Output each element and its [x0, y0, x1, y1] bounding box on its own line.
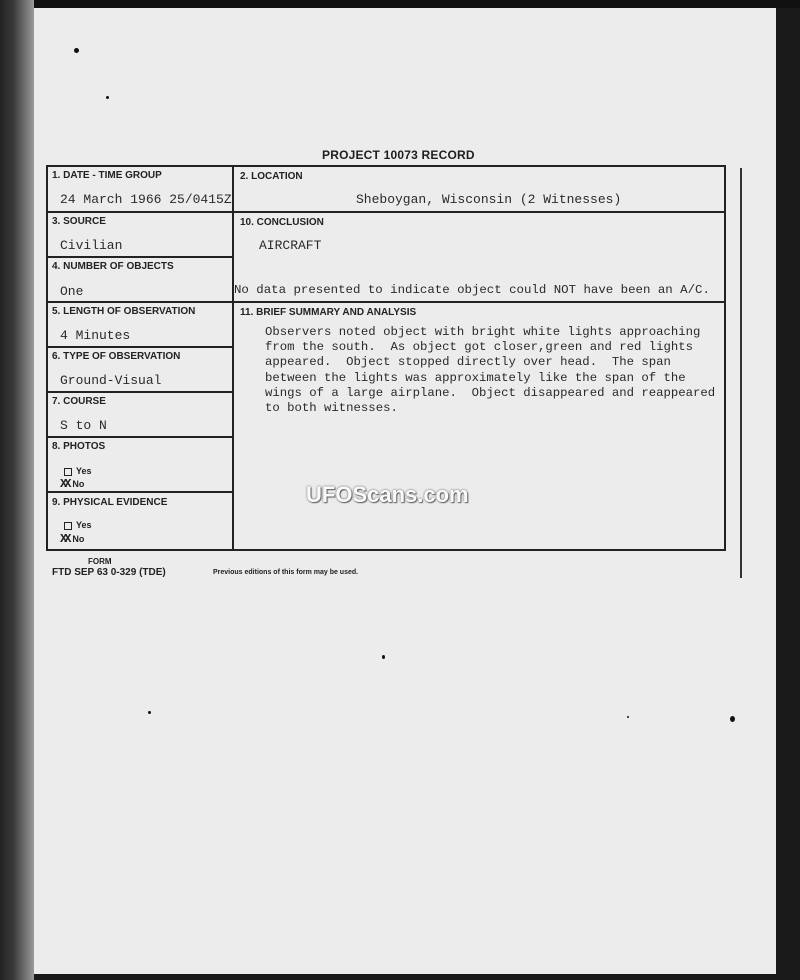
date-label: 1. DATE - TIME GROUP — [52, 170, 162, 181]
physical-no-label: No — [72, 534, 85, 544]
row-divider — [47, 256, 233, 258]
course-label: 7. COURSE — [52, 396, 106, 407]
length-value: 4 Minutes — [60, 328, 131, 343]
watermark: UFOScans.com — [306, 482, 469, 507]
source-label: 3. SOURCE — [52, 216, 106, 227]
objects-label: 4. NUMBER OF OBJECTS — [52, 261, 174, 272]
record-title: PROJECT 10073 RECORD — [322, 148, 475, 162]
conclusion-label: 10. CONCLUSION — [240, 217, 324, 228]
conclusion-value: AIRCRAFT — [259, 238, 322, 253]
photos-yes-option — [64, 466, 92, 476]
scan-speck — [106, 96, 109, 99]
checkbox-empty-icon — [64, 468, 72, 476]
summary-text: Observers noted object with bright white lights approaching from the south. As object got closer,green and red lights appeared. Object stopped directly over head. The span between the lights was approximately like the span of the wings of a large airplane. Object disappeared and reappeared to both witnesses. — [265, 325, 716, 416]
row-divider — [47, 301, 725, 303]
scan-speck — [627, 716, 629, 718]
photos-label: 8. PHOTOS — [52, 441, 106, 452]
row-divider — [47, 391, 233, 393]
summary-label: 11. BRIEF SUMMARY AND ANALYSIS — [240, 307, 417, 318]
row-divider — [47, 211, 725, 213]
conclusion-note: No data presented to indicate object could NOT have been an A/C. — [234, 283, 710, 297]
source-value: Civilian — [60, 238, 123, 253]
form-id: FTD SEP 63 0-329 (TDE) — [52, 567, 166, 578]
physical-no-option — [60, 532, 84, 546]
scan-speck — [148, 711, 151, 714]
photos-no-option — [60, 477, 84, 491]
physical-yes-option — [64, 520, 92, 530]
row-divider — [47, 346, 233, 348]
row-divider — [47, 491, 233, 493]
scan-left-edge — [0, 0, 34, 980]
scan-speck — [74, 48, 79, 53]
objects-value: One — [60, 284, 84, 299]
page-right-rule — [740, 168, 742, 578]
date-value: 24 March 1966 25/0415Z — [60, 192, 232, 207]
length-label: 5. LENGTH OF OBSERVATION — [52, 306, 196, 317]
physical-no-mark: XX — [60, 532, 69, 546]
observation-type-value: Ground-Visual — [60, 373, 162, 388]
form-note: Previous editions of this form may be used. — [213, 569, 359, 576]
form-word: FORM — [88, 557, 112, 566]
photos-no-label: No — [72, 479, 85, 489]
photos-yes-label: Yes — [76, 466, 92, 476]
physical-yes-label: Yes — [76, 520, 92, 530]
scan-speck — [382, 655, 385, 659]
course-value: S to N — [60, 418, 107, 433]
location-value: Sheboygan, Wisconsin (2 Witnesses) — [356, 192, 622, 207]
scan-top-edge — [0, 0, 800, 8]
location-label: 2. LOCATION — [240, 171, 303, 182]
checkbox-empty-icon — [64, 522, 72, 530]
observation-type-label: 6. TYPE OF OBSERVATION — [52, 351, 181, 362]
scan-speck — [730, 716, 735, 722]
row-divider — [47, 436, 233, 438]
photos-no-mark: XX — [60, 477, 69, 491]
physical-evidence-label: 9. PHYSICAL EVIDENCE — [52, 497, 168, 508]
